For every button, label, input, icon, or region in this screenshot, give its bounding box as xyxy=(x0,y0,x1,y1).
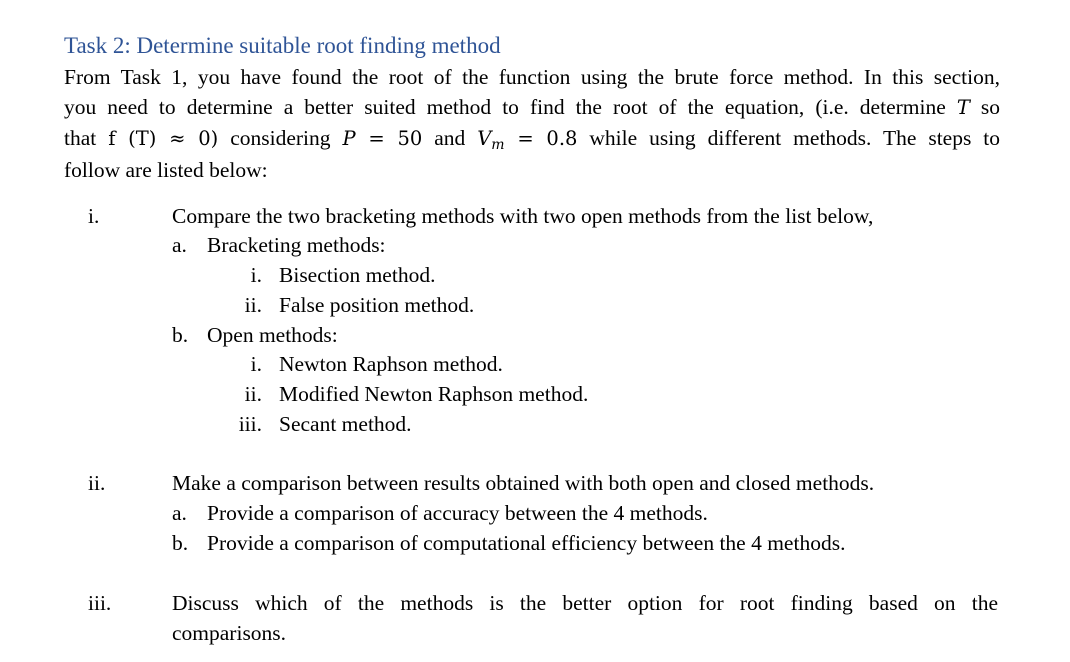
variable-t: T xyxy=(956,96,970,119)
sub-marker: a. xyxy=(172,501,187,525)
subsub-item-text: Bisection method. xyxy=(279,263,436,287)
equation-f-of-t: f (T) ≈ 0) xyxy=(108,127,219,150)
list-item-text: Discuss which of the methods is the better option for root finding based on the xyxy=(172,591,998,615)
equation-v xyxy=(477,127,578,153)
subsub-item-text: Newton Raphson method. xyxy=(279,352,503,376)
intro-line-1: From Task 1, you have found the root of the function using the brute force method. In this section, xyxy=(64,65,1000,89)
equation-p xyxy=(342,127,422,150)
sub-marker: b. xyxy=(172,531,189,555)
subsub-marker: ii. xyxy=(244,293,262,317)
list-marker: iii. xyxy=(88,591,112,615)
subsub-marker: i. xyxy=(250,263,262,287)
list-marker: ii. xyxy=(88,471,106,495)
variable-v: V xyxy=(477,127,492,150)
intro-line-2-end: so xyxy=(980,95,1000,119)
list-item-text-continued: comparisons. xyxy=(172,621,287,645)
subsub-item-text: False position method. xyxy=(279,293,475,317)
sub-marker: a. xyxy=(172,233,187,257)
intro-line-2-text: you need to determine a better suited method to find the root of the equation, (i.e. determine xyxy=(64,95,946,119)
variable-p: P xyxy=(342,127,356,150)
list-marker: i. xyxy=(88,204,100,228)
v-value: = 0.8 xyxy=(517,127,578,150)
sub-item-text: Provide a comparison of accuracy between the 4 methods. xyxy=(207,501,708,525)
and-word: and xyxy=(434,126,466,150)
sub-item-text: Provide a comparison of computational efficiency between the 4 methods. xyxy=(207,531,846,555)
subsub-item-text: Secant method. xyxy=(279,412,412,436)
p-value: = 50 xyxy=(368,127,423,150)
intro-line-2 xyxy=(64,92,1000,123)
variable-v-subscript: m xyxy=(491,137,505,153)
task-heading: Task 2: Determine suitable root finding method xyxy=(64,33,501,58)
intro-line-3-start: that xyxy=(64,126,97,150)
list-item-text: Make a comparison between results obtained with both open and closed methods. xyxy=(172,471,875,495)
list-item-text: Compare the two bracketing methods with two open methods from the list below, xyxy=(172,204,874,228)
intro-line-3-considering: considering xyxy=(230,126,331,150)
subsub-marker: i. xyxy=(250,352,262,376)
subsub-marker: iii. xyxy=(238,412,262,436)
intro-line-4: follow are listed below: xyxy=(64,158,268,182)
sub-item-text: Bracketing methods: xyxy=(207,233,386,257)
intro-line-3-end: while using different methods. The steps to xyxy=(589,126,1000,150)
sub-item-text: Open methods: xyxy=(207,323,338,347)
subsub-marker: ii. xyxy=(244,382,262,406)
sub-marker: b. xyxy=(172,323,189,347)
subsub-item-text: Modified Newton Raphson method. xyxy=(279,382,589,406)
